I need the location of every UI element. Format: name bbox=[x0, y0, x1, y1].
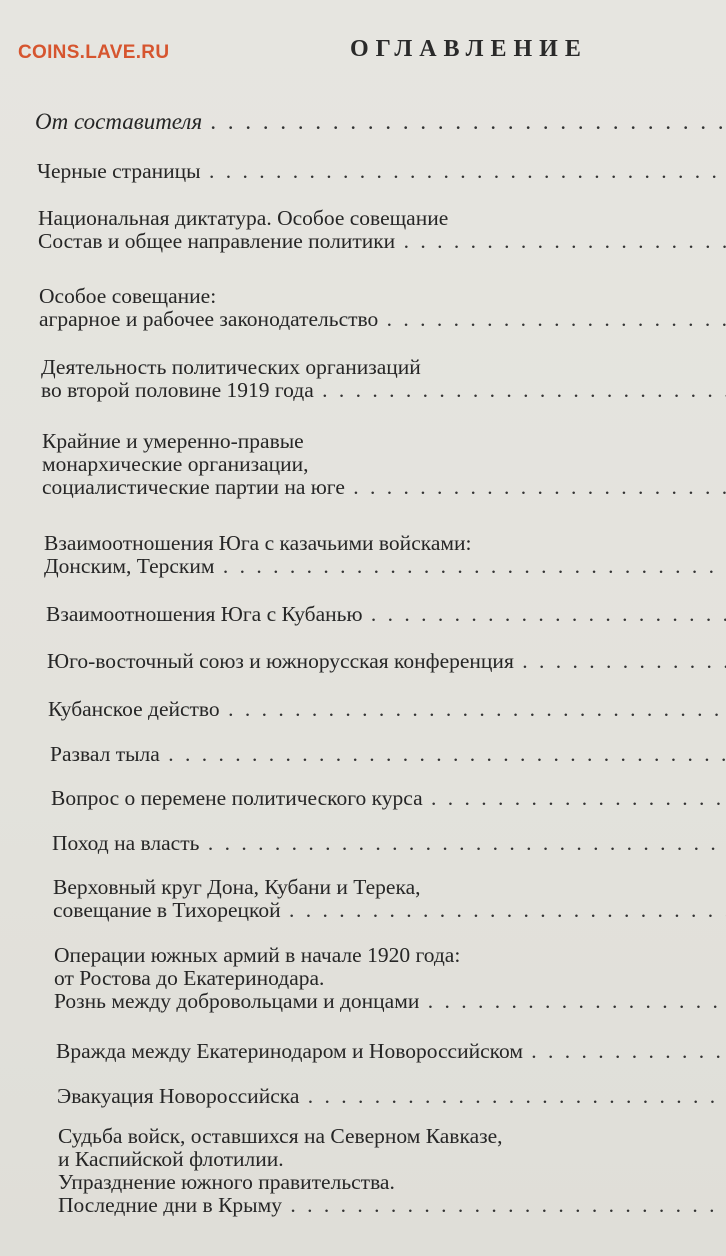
toc-entry-line: Верховный круг Дона, Кубани и Терека, bbox=[53, 875, 421, 899]
toc-entry-line: Кубанское действо . . . bbox=[48, 698, 726, 721]
toc-entry bbox=[47, 650, 726, 673]
toc-entry bbox=[58, 1125, 726, 1217]
toc-entry bbox=[37, 160, 726, 183]
toc-entry bbox=[44, 532, 726, 578]
toc-entry-line: Последние дни в Крыму . . . bbox=[58, 1194, 726, 1217]
toc-entry bbox=[56, 1040, 726, 1063]
toc-entry-line: Особое совещание: bbox=[39, 284, 217, 308]
toc-entry-line: Состав и общее направление политики . . . bbox=[38, 230, 726, 253]
toc-entry-line: Вражда между Екатеринодаром и Новороссийском . . . bbox=[56, 1040, 726, 1063]
toc-entry-line: Рознь между добровольцами и донцами . . . bbox=[54, 990, 726, 1013]
toc-entry-line: Эвакуация Новороссийска . . . bbox=[57, 1085, 726, 1108]
toc-entry-line: Операции южных армий в начале 1920 года: bbox=[54, 943, 461, 967]
toc-entry bbox=[41, 356, 726, 402]
toc-entry-line: Развал тыла . . . bbox=[50, 743, 726, 766]
toc-entry bbox=[51, 787, 726, 810]
toc-entry bbox=[38, 207, 726, 253]
toc-entry-line: Взаимоотношения Юга с казачьими войсками: bbox=[44, 531, 472, 555]
toc-entry-line: Поход на власть . . . bbox=[52, 832, 726, 855]
toc-entry bbox=[39, 285, 726, 331]
toc-entry-line: От составителя . . . bbox=[35, 110, 726, 133]
toc-entry-line: Юго-восточный союз и южнорусская конференция . . . bbox=[47, 650, 726, 673]
toc-entry-line: Упразднение южного правительства. bbox=[58, 1170, 395, 1194]
toc-entry bbox=[54, 944, 726, 1013]
toc-entry bbox=[46, 603, 726, 626]
toc-entry-line: и Каспийской флотилии. bbox=[58, 1147, 284, 1171]
toc-entry-line: во второй половине 1919 года . . . bbox=[41, 379, 726, 402]
toc-entry bbox=[53, 876, 726, 922]
toc-entry bbox=[50, 743, 726, 766]
toc-entry-line: Донским, Терским . . . bbox=[44, 555, 726, 578]
toc-entry bbox=[57, 1085, 726, 1108]
toc-entry-line: совещание в Тихорецкой . . . bbox=[53, 899, 726, 922]
toc-entry-line: Черные страницы . . . bbox=[37, 160, 726, 183]
toc-entry-line: Крайние и умеренно-правые bbox=[42, 429, 304, 453]
toc-entry-line: Деятельность политических организаций bbox=[41, 355, 421, 379]
toc-entry bbox=[52, 832, 726, 855]
page-title: ОГЛАВЛЕНИЕ bbox=[350, 36, 588, 62]
toc-entry-line: Вопрос о перемене политического курса . . . bbox=[51, 787, 726, 810]
watermark-logo: COINS.LAVE.RU bbox=[18, 42, 170, 63]
toc-entry bbox=[35, 110, 726, 133]
toc-entry bbox=[42, 430, 726, 499]
toc-entry-line: аграрное и рабочее законодательство . . . bbox=[39, 308, 726, 331]
toc-entry-line: от Ростова до Екатеринодара. bbox=[54, 966, 325, 990]
toc-entry-line: Судьба войск, оставшихся на Северном Кавказе, bbox=[58, 1124, 503, 1148]
toc-entry-line: социалистические партии на юге . . . bbox=[42, 476, 726, 499]
toc-entry-line: монархические организации, bbox=[42, 452, 309, 476]
toc-entry-line: Национальная диктатура. Особое совещание bbox=[38, 206, 449, 230]
toc-entry bbox=[48, 698, 726, 721]
toc-entry-line: Взаимоотношения Юга с Кубанью . . . bbox=[46, 603, 726, 626]
